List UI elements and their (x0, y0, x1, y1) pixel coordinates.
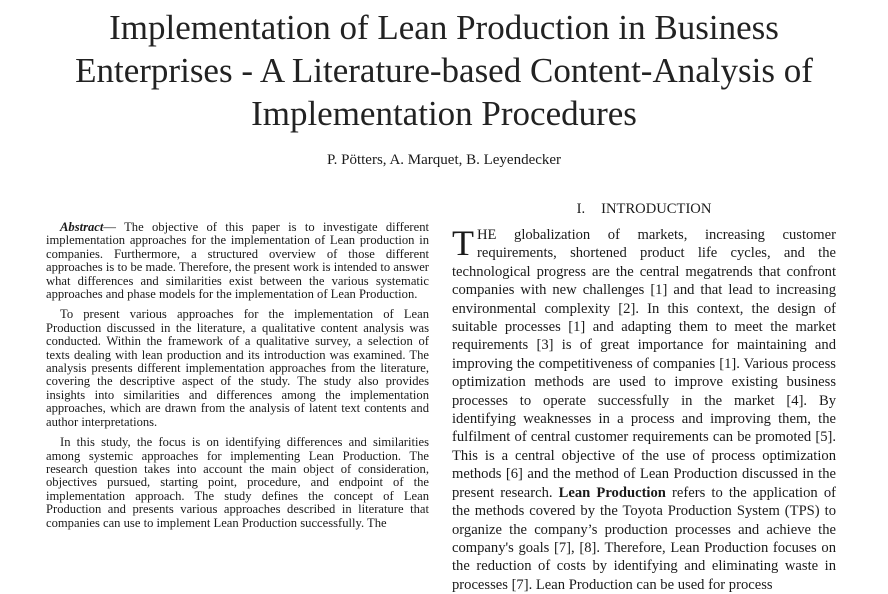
abstract-text: The objective of this paper is to investigate different implementation approaches for the implementation of Lean production in companies. Furthermore, a structured overview of those different approaches is to be made. Therefore, the present work is intended to answer what differences and similarities exist between the various systematic approaches and phase models for the implementation of Lean Production. (46, 220, 429, 302)
title-line: Implementation of Lean Production in Business (109, 8, 779, 47)
intro-text: HE globalization of markets, increasing customer requirements, shortened product life cycles, and the technological progress are the central megatrends that confront companies with new challenges [1] and that lead to increasing environmental complexity [2]. In this context, the design of suitable processes [1] and adapting them to meet the market requirements [3] is of great importance for maintaining and improving the competitiveness of companies [1]. Various process optimization methods are used to improve existing business processes to operate successfully in the market [4]. By identifying weaknesses in a process and improving them, the fulfilment of central customer requirements can be promoted [5]. This is a central objective of the use of process optimization methods [6] and the method of Lean Production discussed in the present research. (452, 227, 836, 501)
drop-cap: T (452, 223, 474, 263)
abstract-label: Abstract (60, 220, 104, 234)
abstract-paragraph: To present various approaches for the implementation of Lean Production discussed in the literature, a qualitative content analysis was conducted. Within the framework of a qualitative survey, a selection of texts dealing with lean production and its introduction was examined. The analysis presents different implementation approaches from the literature, covering the descriptive aspect of the study. The study also provides insights into similarities and differences among the implementation approaches, which are drawn from the analysis of latent text contents and author interpretations. (46, 307, 429, 429)
abstract-column (46, 221, 429, 537)
section-heading (452, 200, 836, 218)
author-list: P. Pötters, A. Marquet, B. Leyendecker (326, 152, 562, 168)
introduction-paragraph (452, 223, 836, 594)
abstract-paragraph (46, 221, 429, 301)
introduction-column (452, 200, 836, 594)
section-title: INTRODUCTION (601, 201, 712, 217)
intro-text: refers to the application of the methods covered by the Toyota Production System (TPS) to organize the company’s production processes and achieve the company's goals [7], [8]. Therefore, Lean Production focuses on the reduction of costs by identifying and eliminating waste in processes [7]. Lean Production can be used for process (452, 484, 836, 593)
abstract-paragraph: In this study, the focus is on identifying differences and similarities among systemic approaches for implementing Lean Production. The research question takes into account the main object of consideration, objectives pursued, starting point, procedure, and endpoint of the implementation approach. The study defines the concept of Lean Production and presents various approaches described in literature that companies can use to implement Lean Production successfully. The (46, 435, 429, 530)
title-line: Enterprises - A Literature-based Content-Analysis of (75, 51, 813, 90)
section-number: I. (576, 201, 586, 217)
abstract-dash: — (103, 220, 125, 234)
paper-title (0, 6, 888, 135)
bold-term: Lean Production (558, 484, 666, 501)
title-line: Implementation Procedures (251, 94, 637, 133)
